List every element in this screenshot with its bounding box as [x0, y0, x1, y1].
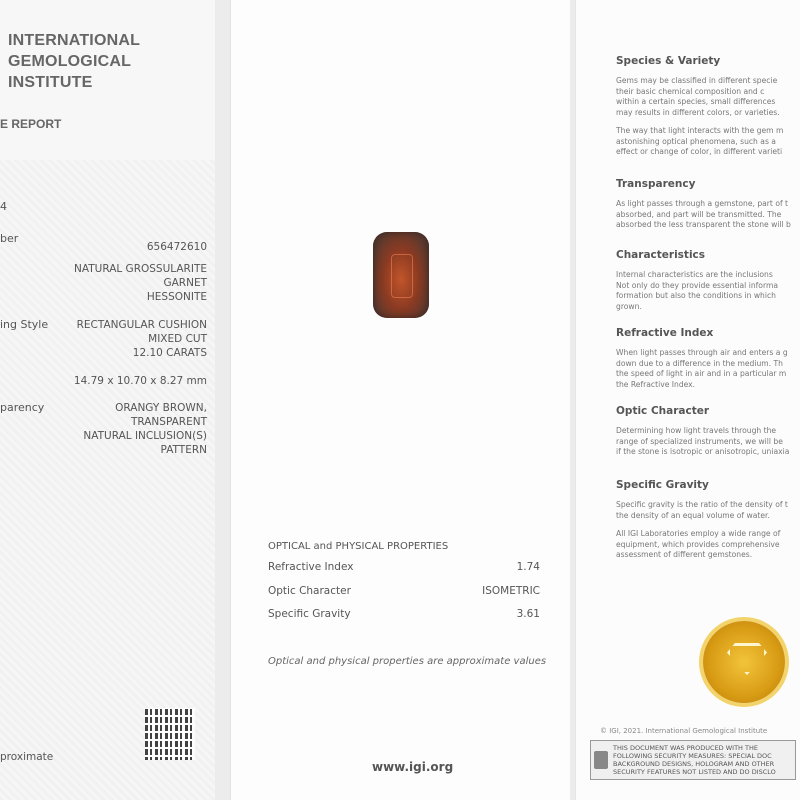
paragraph-line: the speed of light in air and in a particular m: [616, 369, 787, 378]
field-label: parency: [0, 401, 45, 414]
info-section: [616, 178, 800, 239]
igi-logo-text: [8, 30, 140, 93]
security-line: BACKGROUND DESIGNS, HOLOGRAM AND OTHER SECURITY FEATURES NOT LISTED AND DO DISCLO: [613, 760, 776, 776]
field-value-line: ORANGY BROWN,: [115, 402, 207, 414]
paragraph-line: range of specialized instruments, we will be: [616, 436, 783, 446]
property-value: 3.61: [516, 608, 540, 620]
copyright: © IGI, 2021. International Gemological Institute: [600, 727, 768, 735]
section-paragraph: [616, 76, 800, 118]
property-label: Specific Gravity: [268, 608, 351, 620]
property-value: 1.74: [516, 561, 540, 573]
lock-document-icon: [594, 751, 608, 769]
section-paragraph: [616, 126, 800, 158]
paragraph-line: When light passes through air and enters a g: [616, 348, 788, 357]
security-line: THIS DOCUMENT WAS PRODUCED WITH THE FOLLOWING SECURITY MEASURES: SPECIAL DOC: [613, 744, 772, 760]
paragraph-line: All IGI Laboratories employ a wide range of: [616, 529, 781, 538]
section-title: Species & Variety: [616, 55, 721, 67]
paragraph-line: The way that light interacts with the gem m: [616, 126, 784, 135]
section-paragraph: [616, 500, 800, 521]
field-value-line: NATURAL GROSSULARITE: [74, 263, 207, 275]
paragraph-line: down due to a difference in the medium. Th: [616, 358, 783, 368]
field-value-line: NATURAL INCLUSION(S): [83, 430, 207, 442]
field-value: [7, 401, 207, 429]
field-label: ing Style: [0, 318, 49, 331]
paragraph-line: effect or change of color, in different varieti: [616, 147, 783, 156]
field-value-line: HESSONITE: [146, 291, 207, 303]
left-panel: [0, 0, 215, 800]
field-value: [7, 318, 207, 346]
section-paragraph: [616, 529, 800, 561]
paragraph-line: may results in different colors, or varieties.: [616, 107, 780, 117]
paragraph-line: grown.: [616, 301, 642, 311]
info-section: [616, 405, 800, 466]
security-text: [613, 744, 792, 776]
property-value: ISOMETRIC: [482, 585, 540, 597]
property-label: Optic Character: [268, 585, 351, 597]
approximate-values-note: Optical and physical properties are approximate values: [268, 656, 547, 667]
security-notice: [590, 740, 796, 780]
paragraph-line: formation but also the conditions in which: [616, 291, 776, 300]
section-title: Characteristics: [616, 249, 706, 261]
field-value-line: PATTERN: [160, 444, 207, 456]
field-value-line: 14.79 x 10.70 x 8.27 mm: [73, 375, 207, 387]
logo-line: INSTITUTE: [8, 74, 93, 91]
qr-code[interactable]: [145, 708, 195, 760]
info-section: [616, 55, 800, 166]
section-title: Specific Gravity: [616, 479, 709, 491]
field-value: [7, 240, 207, 254]
property-row: [268, 585, 540, 597]
field-value-line: RECTANGULAR CUSHION: [76, 319, 207, 331]
field-label: ber: [0, 232, 19, 245]
section-title: Refractive Index: [616, 327, 714, 339]
section-title: Optic Character: [616, 405, 710, 417]
security-background: [0, 160, 215, 800]
paragraph-line: equipment, which provides comprehensive: [616, 539, 780, 549]
paragraph-line: Internal characteristics are the inclusions: [616, 270, 773, 279]
paragraph-line: the Refractive Index.: [616, 379, 696, 389]
approximate-note: proximate: [0, 751, 54, 763]
logo-line: INTERNATIONAL: [8, 32, 141, 49]
info-section: [616, 249, 800, 320]
field-value: [7, 262, 207, 290]
paragraph-line: assessment of different gemstones.: [616, 550, 753, 559]
middle-panel: [230, 0, 570, 800]
igi-seal-hologram: [703, 621, 785, 703]
section-title: Transparency: [616, 178, 696, 190]
section-paragraph: [616, 426, 800, 458]
property-row: [268, 608, 540, 620]
field-value-line: TRANSPARENT: [130, 416, 207, 428]
logo-line: GEMOLOGICAL: [8, 53, 132, 70]
field-value-line: GARNET: [163, 277, 207, 289]
paragraph-line: their basic chemical composition and c: [616, 86, 765, 96]
paragraph-line: absorbed the less transparent the stone will b: [616, 220, 791, 229]
property-row: [268, 561, 540, 573]
paragraph-line: Determining how light travels through the: [616, 426, 777, 435]
info-section: [616, 327, 800, 398]
properties-heading: OPTICAL and PHYSICAL PROPERTIES: [268, 541, 449, 552]
field-value-line: 656472610: [146, 241, 207, 253]
paragraph-line: absorbed, and part will be transmitted. The: [616, 209, 782, 219]
field-value: [7, 374, 207, 388]
field-value: [7, 346, 207, 360]
field-value-line: MIXED CUT: [148, 333, 207, 345]
info-section: [616, 479, 800, 569]
gemstone-photo: [373, 232, 429, 318]
paragraph-line: astonishing optical phenomena, such as a: [616, 136, 776, 146]
report-title: E REPORT: [0, 117, 62, 131]
website-link[interactable]: www.igi.org: [372, 760, 454, 774]
field-label: 4: [0, 200, 7, 213]
paragraph-line: Specific gravity is the ratio of the density of t: [616, 500, 788, 509]
section-paragraph: [616, 270, 800, 312]
paragraph-line: Not only do they provide essential informa: [616, 280, 778, 290]
section-paragraph: [616, 199, 800, 231]
paragraph-line: As light passes through a gemstone, part of t: [616, 199, 789, 208]
field-value: [7, 290, 207, 304]
field-value: [7, 429, 207, 457]
paragraph-line: within a certain species, small differences: [616, 97, 776, 106]
paragraph-line: Gems may be classified in different specie: [616, 76, 778, 85]
section-paragraph: [616, 348, 800, 390]
paragraph-line: the density of an equal volume of water.: [616, 510, 770, 520]
paragraph-line: if the stone is isotropic or anisotropic, uniaxia: [616, 447, 790, 456]
property-label: Refractive Index: [268, 561, 354, 573]
field-value-line: 12.10 CARATS: [132, 347, 207, 359]
